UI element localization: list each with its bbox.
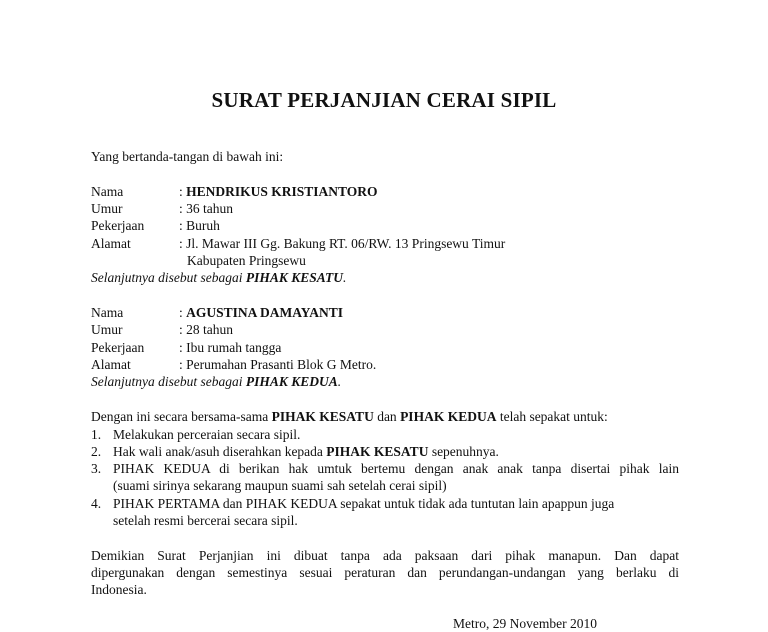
agreement-pihak2: PIHAK KEDUA <box>400 409 497 424</box>
party1-alamat-line2: Kabupaten Pringsewu <box>187 253 306 268</box>
item-3-number: 3. <box>91 461 102 476</box>
party2-selanjutnya: Selanjutnya disebut sebagai <box>91 374 243 389</box>
item-3-line1: PIHAK KEDUA di berikan hak umtuk bertemu dengan anak anak tanpa disertai pihak lain <box>113 461 679 476</box>
agreement-intro <box>91 409 608 425</box>
party2-nama-label: Nama <box>91 305 124 320</box>
party2-alamat-label: Alamat <box>91 357 131 372</box>
item-2-bold: PIHAK KESATU <box>326 444 429 459</box>
party1-umur: 36 tahun <box>186 201 234 216</box>
party1-pekerjaan-label: Pekerjaan <box>91 218 145 233</box>
intro-text: Yang bertanda-tangan di bawah ini: <box>91 149 284 164</box>
closing-line2: dipergunakan dengan semestinya sesuai peraturan dan perundangan-undangan yang berlaku di <box>91 565 679 580</box>
party2-alamat-line1: Perumahan Prasanti Blok G Metro. <box>186 357 377 372</box>
party1-pihak: PIHAK KESATU <box>245 270 344 285</box>
party2-umur-label: Umur <box>91 322 123 337</box>
agreement-suffix: telah sepakat untuk: <box>499 409 608 424</box>
document-title: SURAT PERJANJIAN CERAI SIPIL <box>211 88 557 112</box>
item-2-post: sepenuhnya. <box>431 444 499 459</box>
closing-line1: Demikian Surat Perjanjian ini dibuat tanpa ada paksaan dari pihak manapun. Dan dapat <box>91 548 679 563</box>
item-4-line1: PIHAK PERTAMA dan PIHAK KEDUA sepakat untuk tidak ada tuntutan lain apappun juga <box>113 496 615 511</box>
item-2-text <box>113 444 679 460</box>
party1-nama-label: Nama <box>91 184 124 199</box>
party1-alamat-value: : Jl. Mawar III Gg. Bakung RT. 06/RW. 13 Pringsewu Timur <box>179 236 506 251</box>
party2-nama-value: : AGUSTINA DAMAYANTI <box>179 305 344 320</box>
item-4-number: 4. <box>91 496 102 511</box>
party2-alamat-value: : Perumahan Prasanti Blok G Metro. <box>179 357 377 372</box>
party1-selanjutnya: Selanjutnya disebut sebagai <box>91 270 243 285</box>
item-4-line2: setelah resmi bercerai secara sipil. <box>113 513 298 528</box>
agreement-pihak1: PIHAK KESATU <box>271 409 374 424</box>
party2-umur: 28 tahun <box>186 322 234 337</box>
closing-paragraph <box>91 547 679 598</box>
party1-pekerjaan: Buruh <box>186 218 220 233</box>
closing-line3: Indonesia. <box>91 582 147 597</box>
item-1-number: 1. <box>91 427 102 442</box>
party1-nama: HENDRIKUS KRISTIANTORO <box>186 184 378 199</box>
agreement-and: dan <box>377 409 397 424</box>
party2-pihak: PIHAK KEDUA <box>245 374 338 389</box>
item-3-line2: (suami sirinya sekarang maupun suami sah setelah cerai sipil) <box>113 478 447 493</box>
agreement-prefix: Dengan ini secara bersama-sama <box>91 409 269 424</box>
party1-umur-value: : 36 tahun <box>179 201 234 216</box>
party2-pekerjaan-value: : Ibu rumah tangga <box>179 340 282 355</box>
party2-nama: AGUSTINA DAMAYANTI <box>186 305 344 320</box>
party2-pekerjaan-label: Pekerjaan <box>91 340 145 355</box>
item-1-text: Melakukan perceraian secara sipil. <box>113 427 301 442</box>
party1-alamat-line1: Jl. Mawar III Gg. Bakung RT. 06/RW. 13 Pringsewu Timur <box>186 236 506 251</box>
party2-umur-value: : 28 tahun <box>179 322 234 337</box>
item-2-number: 2. <box>91 444 102 459</box>
party2-pekerjaan: Ibu rumah tangga <box>186 340 282 355</box>
party2-designation: Selanjutnya disebut sebagai PIHAK KEDUA. <box>91 374 342 389</box>
party1-designation: Selanjutnya disebut sebagai PIHAK KESATU. <box>91 270 347 285</box>
place-date: Metro, 29 November 2010 <box>453 616 597 631</box>
party1-pekerjaan-value: : Buruh <box>179 218 220 233</box>
party1-umur-label: Umur <box>91 201 123 216</box>
party1-nama-value: : HENDRIKUS KRISTIANTORO <box>179 184 378 199</box>
party1-alamat-label: Alamat <box>91 236 131 251</box>
item-2-pre: Hak wali anak/asuh diserahkan kepada <box>113 444 323 459</box>
